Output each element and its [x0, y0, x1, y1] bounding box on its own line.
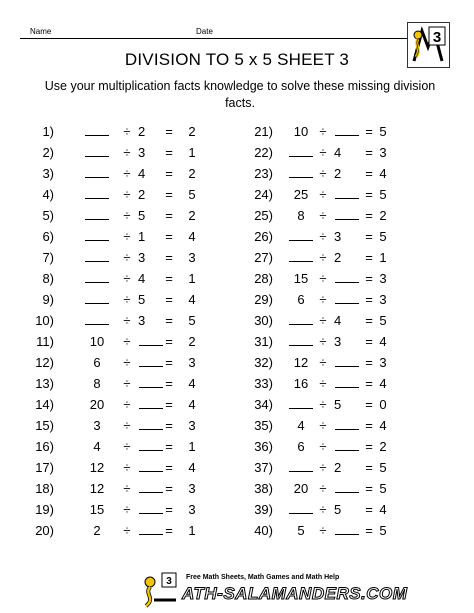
answer-blank-line[interactable]: [335, 185, 359, 199]
divide-sign: ÷: [319, 187, 327, 202]
answer-blank-line[interactable]: [289, 248, 313, 262]
problem-row: [0, 290, 474, 310]
problem-number: 15): [35, 418, 54, 433]
problem-number: 3): [42, 166, 54, 181]
logo-digit: 3: [432, 29, 442, 46]
divide-sign: ÷: [319, 334, 327, 349]
problem-number: 6): [42, 229, 54, 244]
dividend-value: 12: [89, 460, 105, 475]
quotient-value: 2: [188, 334, 196, 349]
problem-number: 32): [254, 355, 273, 370]
problem-number: 35): [254, 418, 273, 433]
dividend-value: 2: [93, 523, 101, 538]
divide-sign: ÷: [123, 292, 131, 307]
divisor-blank[interactable]: [332, 416, 362, 436]
divisor-value: 2: [138, 124, 146, 139]
divisor-value: 4: [138, 271, 146, 286]
divisor-value: 2: [334, 166, 342, 181]
divide-sign: ÷: [123, 502, 131, 517]
equals-sign: =: [165, 313, 173, 328]
equals-sign: =: [165, 523, 173, 538]
dividend-value: 6: [297, 439, 305, 454]
quotient-value: 5: [188, 313, 196, 328]
divisor-value: 5: [138, 292, 146, 307]
problem-number: 18): [35, 481, 54, 496]
divide-sign: ÷: [319, 145, 327, 160]
divide-sign: ÷: [319, 292, 327, 307]
dividend-value: 20: [293, 481, 309, 496]
quotient-value: 5: [379, 481, 387, 496]
divisor-value: 2: [138, 187, 146, 202]
quotient-value: 2: [188, 124, 196, 139]
dividend-blank[interactable]: [286, 248, 316, 268]
quotient-value: 4: [188, 397, 196, 412]
equals-sign: =: [365, 145, 373, 160]
divisor-value: 3: [138, 250, 146, 265]
equals-sign: =: [165, 334, 173, 349]
dividend-value: 10: [89, 334, 105, 349]
equals-sign: =: [165, 355, 173, 370]
answer-blank-line[interactable]: [335, 374, 359, 388]
divide-sign: ÷: [319, 250, 327, 265]
dividend-value: 8: [297, 208, 305, 223]
quotient-value: 5: [379, 523, 387, 538]
divide-sign: ÷: [123, 355, 131, 370]
divisor-value: 5: [334, 397, 342, 412]
equals-sign: =: [365, 439, 373, 454]
divisor-value: 4: [138, 166, 146, 181]
problem-number: 17): [35, 460, 54, 475]
divide-sign: ÷: [123, 124, 131, 139]
divisor-blank[interactable]: [332, 185, 362, 205]
dividend-value: 4: [93, 439, 101, 454]
dividend-blank[interactable]: [286, 164, 316, 184]
quotient-value: 3: [188, 250, 196, 265]
quotient-value: 4: [188, 292, 196, 307]
problem-number: 22): [254, 145, 273, 160]
divisor-blank[interactable]: [332, 353, 362, 373]
answer-blank-line[interactable]: [335, 269, 359, 283]
problem-number: 13): [35, 376, 54, 391]
quotient-value: 3: [188, 355, 196, 370]
equals-sign: =: [365, 523, 373, 538]
dividend-value: 6: [297, 292, 305, 307]
problem-number: 30): [254, 313, 273, 328]
footer-logo-digit: 3: [166, 576, 172, 587]
problem-row: [0, 269, 474, 289]
quotient-value: 2: [379, 208, 387, 223]
divisor-value: 4: [334, 313, 342, 328]
salamander-footer-icon: [140, 572, 180, 608]
divisor-value: 3: [334, 229, 342, 244]
problem-row: [0, 416, 474, 436]
quotient-value: 4: [379, 166, 387, 181]
quotient-value: 4: [188, 460, 196, 475]
quotient-value: 4: [188, 229, 196, 244]
problem-number: 16): [35, 439, 54, 454]
problem-list: [0, 122, 474, 562]
dividend-blank[interactable]: [286, 332, 316, 352]
divide-sign: ÷: [123, 187, 131, 202]
problem-row: [0, 248, 474, 268]
dividend-blank[interactable]: [286, 227, 316, 247]
answer-blank-line[interactable]: [335, 290, 359, 304]
quotient-value: 1: [188, 523, 196, 538]
equals-sign: =: [365, 460, 373, 475]
problem-row: [0, 353, 474, 373]
problem-row: [0, 227, 474, 247]
equals-sign: =: [165, 439, 173, 454]
answer-blank-line[interactable]: [335, 122, 359, 136]
header-rule: [20, 38, 410, 39]
dividend-value: 8: [93, 376, 101, 391]
divide-sign: ÷: [123, 145, 131, 160]
quotient-value: 5: [188, 187, 196, 202]
instructions-text: Use your multiplication facts knowledge to solve these missing division facts.: [44, 79, 436, 110]
equals-sign: =: [165, 208, 173, 223]
quotient-value: 3: [379, 145, 387, 160]
divide-sign: ÷: [319, 502, 327, 517]
divide-sign: ÷: [319, 208, 327, 223]
answer-blank-line[interactable]: [335, 521, 359, 535]
dividend-value: 6: [93, 355, 101, 370]
divide-sign: ÷: [123, 334, 131, 349]
problem-number: 7): [42, 250, 54, 265]
problem-number: 24): [254, 187, 273, 202]
divide-sign: ÷: [123, 229, 131, 244]
problem-row: [0, 122, 474, 142]
divisor-value: 2: [334, 250, 342, 265]
equals-sign: =: [165, 460, 173, 475]
answer-blank-line[interactable]: [335, 437, 359, 451]
divide-sign: ÷: [123, 523, 131, 538]
answer-blank-line[interactable]: [289, 458, 313, 472]
equals-sign: =: [365, 397, 373, 412]
name-label: Name: [30, 27, 52, 36]
divide-sign: ÷: [319, 166, 327, 181]
dividend-value: 3: [93, 418, 101, 433]
equals-sign: =: [365, 376, 373, 391]
answer-blank-line[interactable]: [289, 164, 313, 178]
quotient-value: 3: [379, 271, 387, 286]
problem-number: 4): [42, 187, 54, 202]
equals-sign: =: [365, 481, 373, 496]
answer-blank-line[interactable]: [335, 479, 359, 493]
divide-sign: ÷: [319, 313, 327, 328]
quotient-value: 5: [379, 229, 387, 244]
problem-number: 37): [254, 460, 273, 475]
divisor-blank[interactable]: [332, 479, 362, 499]
quotient-value: 3: [379, 292, 387, 307]
divide-sign: ÷: [123, 460, 131, 475]
equals-sign: =: [365, 229, 373, 244]
dividend-blank[interactable]: [286, 500, 316, 520]
problem-number: 36): [254, 439, 273, 454]
equals-sign: =: [165, 124, 173, 139]
dividend-value: 20: [89, 397, 105, 412]
equals-sign: =: [165, 250, 173, 265]
divide-sign: ÷: [123, 418, 131, 433]
problem-number: 14): [35, 397, 54, 412]
problem-number: 5): [42, 208, 54, 223]
equals-sign: =: [365, 271, 373, 286]
dividend-value: 10: [293, 124, 309, 139]
divide-sign: ÷: [319, 376, 327, 391]
dividend-value: 5: [297, 523, 305, 538]
equals-sign: =: [365, 208, 373, 223]
equals-sign: =: [365, 313, 373, 328]
equals-sign: =: [165, 166, 173, 181]
divide-sign: ÷: [123, 166, 131, 181]
answer-blank-line[interactable]: [335, 416, 359, 430]
answer-blank-line[interactable]: [289, 143, 313, 157]
answer-blank-line[interactable]: [289, 311, 313, 325]
quotient-value: 3: [188, 481, 196, 496]
divisor-value: 1: [138, 229, 146, 244]
problem-number: 38): [254, 481, 273, 496]
equals-sign: =: [165, 292, 173, 307]
divisor-value: 4: [334, 145, 342, 160]
quotient-value: 5: [379, 124, 387, 139]
divide-sign: ÷: [319, 439, 327, 454]
problem-number: 19): [35, 502, 54, 517]
divisor-value: 2: [334, 460, 342, 475]
quotient-value: 4: [379, 418, 387, 433]
divide-sign: ÷: [123, 439, 131, 454]
divide-sign: ÷: [319, 481, 327, 496]
problem-number: 31): [254, 334, 273, 349]
quotient-value: 4: [379, 502, 387, 517]
equals-sign: =: [165, 271, 173, 286]
equals-sign: =: [165, 229, 173, 244]
problem-row: [0, 437, 474, 457]
problem-number: 21): [254, 124, 273, 139]
divide-sign: ÷: [123, 271, 131, 286]
equals-sign: =: [365, 292, 373, 307]
problem-number: 12): [35, 355, 54, 370]
quotient-value: 2: [379, 439, 387, 454]
equals-sign: =: [365, 355, 373, 370]
problem-number: 39): [254, 502, 273, 517]
divide-sign: ÷: [123, 208, 131, 223]
divide-sign: ÷: [319, 124, 327, 139]
problem-number: 11): [36, 334, 54, 349]
problem-row: [0, 458, 474, 478]
quotient-value: 5: [379, 460, 387, 475]
equals-sign: =: [165, 397, 173, 412]
problem-row: [0, 164, 474, 184]
dividend-value: 25: [293, 187, 309, 202]
problem-row: [0, 521, 474, 541]
problem-row: [0, 374, 474, 394]
quotient-value: 2: [188, 208, 196, 223]
equals-sign: =: [365, 418, 373, 433]
divisor-blank[interactable]: [332, 374, 362, 394]
quotient-value: 1: [188, 271, 196, 286]
divide-sign: ÷: [319, 271, 327, 286]
quotient-value: 5: [379, 187, 387, 202]
problem-number: 29): [254, 292, 273, 307]
divide-sign: ÷: [123, 250, 131, 265]
divide-sign: ÷: [319, 418, 327, 433]
quotient-value: 1: [188, 145, 196, 160]
dividend-value: 4: [297, 418, 305, 433]
footer-brand: ATH-SALAMANDERS.COM: [182, 584, 408, 603]
problem-number: 23): [254, 166, 273, 181]
quotient-value: 4: [379, 376, 387, 391]
equals-sign: =: [165, 187, 173, 202]
divisor-value: 5: [334, 502, 342, 517]
quotient-value: 4: [188, 376, 196, 391]
divide-sign: ÷: [319, 460, 327, 475]
equals-sign: =: [365, 250, 373, 265]
equals-sign: =: [365, 502, 373, 517]
problem-row: [0, 143, 474, 163]
problem-row: [0, 500, 474, 520]
page-title: DIVISION TO 5 x 5 SHEET 3: [124, 50, 350, 69]
footer-tagline: Free Math Sheets, Math Games and Math Help: [186, 574, 340, 581]
dividend-value: 12: [89, 481, 105, 496]
problem-row: [0, 185, 474, 205]
divisor-blank[interactable]: [332, 206, 362, 226]
quotient-value: 5: [379, 313, 387, 328]
answer-blank-line[interactable]: [289, 227, 313, 241]
problem-number: 28): [254, 271, 273, 286]
dividend-blank[interactable]: [286, 311, 316, 331]
divisor-blank[interactable]: [332, 122, 362, 142]
problem-number: 10): [35, 313, 54, 328]
answer-blank-line[interactable]: [289, 500, 313, 514]
dividend-value: 15: [89, 502, 105, 517]
divide-sign: ÷: [123, 313, 131, 328]
date-label: Date: [196, 27, 213, 36]
dividend-value: 12: [293, 355, 309, 370]
answer-blank-line[interactable]: [289, 332, 313, 346]
quotient-value: 3: [188, 502, 196, 517]
quotient-value: 2: [188, 166, 196, 181]
divisor-blank[interactable]: [332, 437, 362, 457]
problem-number: 8): [42, 271, 54, 286]
divisor-blank[interactable]: [332, 290, 362, 310]
problem-row: [0, 332, 474, 352]
divide-sign: ÷: [123, 481, 131, 496]
problem-number: 9): [42, 292, 54, 307]
equals-sign: =: [365, 334, 373, 349]
problem-number: 40): [254, 523, 273, 538]
problem-row: [0, 479, 474, 499]
equals-sign: =: [165, 418, 173, 433]
quotient-value: 0: [379, 397, 387, 412]
divisor-blank[interactable]: [332, 521, 362, 541]
equals-sign: =: [165, 145, 173, 160]
divisor-value: 5: [138, 208, 146, 223]
divide-sign: ÷: [123, 397, 131, 412]
answer-blank-line[interactable]: [289, 395, 313, 409]
problem-number: 27): [254, 250, 273, 265]
quotient-value: 4: [379, 334, 387, 349]
footer: [140, 572, 440, 608]
equals-sign: =: [365, 166, 373, 181]
problem-row: [0, 395, 474, 415]
dividend-blank[interactable]: [286, 143, 316, 163]
problem-number: 26): [254, 229, 273, 244]
problem-number: 34): [254, 397, 273, 412]
equals-sign: =: [365, 187, 373, 202]
dividend-blank[interactable]: [286, 395, 316, 415]
divide-sign: ÷: [319, 397, 327, 412]
problem-row: [0, 206, 474, 226]
problem-row: [0, 311, 474, 331]
divide-sign: ÷: [319, 355, 327, 370]
equals-sign: =: [165, 376, 173, 391]
quotient-value: 3: [379, 355, 387, 370]
divisor-value: 3: [138, 145, 146, 160]
problem-number: 1): [42, 124, 54, 139]
problem-number: 2): [42, 145, 54, 160]
divisor-value: 3: [138, 313, 146, 328]
dividend-value: 15: [293, 271, 309, 286]
equals-sign: =: [165, 481, 173, 496]
quotient-value: 3: [188, 418, 196, 433]
divisor-blank[interactable]: [332, 269, 362, 289]
problem-number: 25): [254, 208, 273, 223]
equals-sign: =: [165, 502, 173, 517]
dividend-value: 16: [293, 376, 309, 391]
quotient-value: 1: [379, 250, 387, 265]
divide-sign: ÷: [319, 229, 327, 244]
equals-sign: =: [365, 124, 373, 139]
problem-number: 33): [254, 376, 273, 391]
divide-sign: ÷: [319, 523, 327, 538]
divisor-value: 3: [334, 334, 342, 349]
answer-blank-line[interactable]: [335, 206, 359, 220]
dividend-blank[interactable]: [286, 458, 316, 478]
problem-number: 20): [35, 523, 54, 538]
quotient-value: 1: [188, 439, 196, 454]
answer-blank-line[interactable]: [335, 353, 359, 367]
divide-sign: ÷: [123, 376, 131, 391]
